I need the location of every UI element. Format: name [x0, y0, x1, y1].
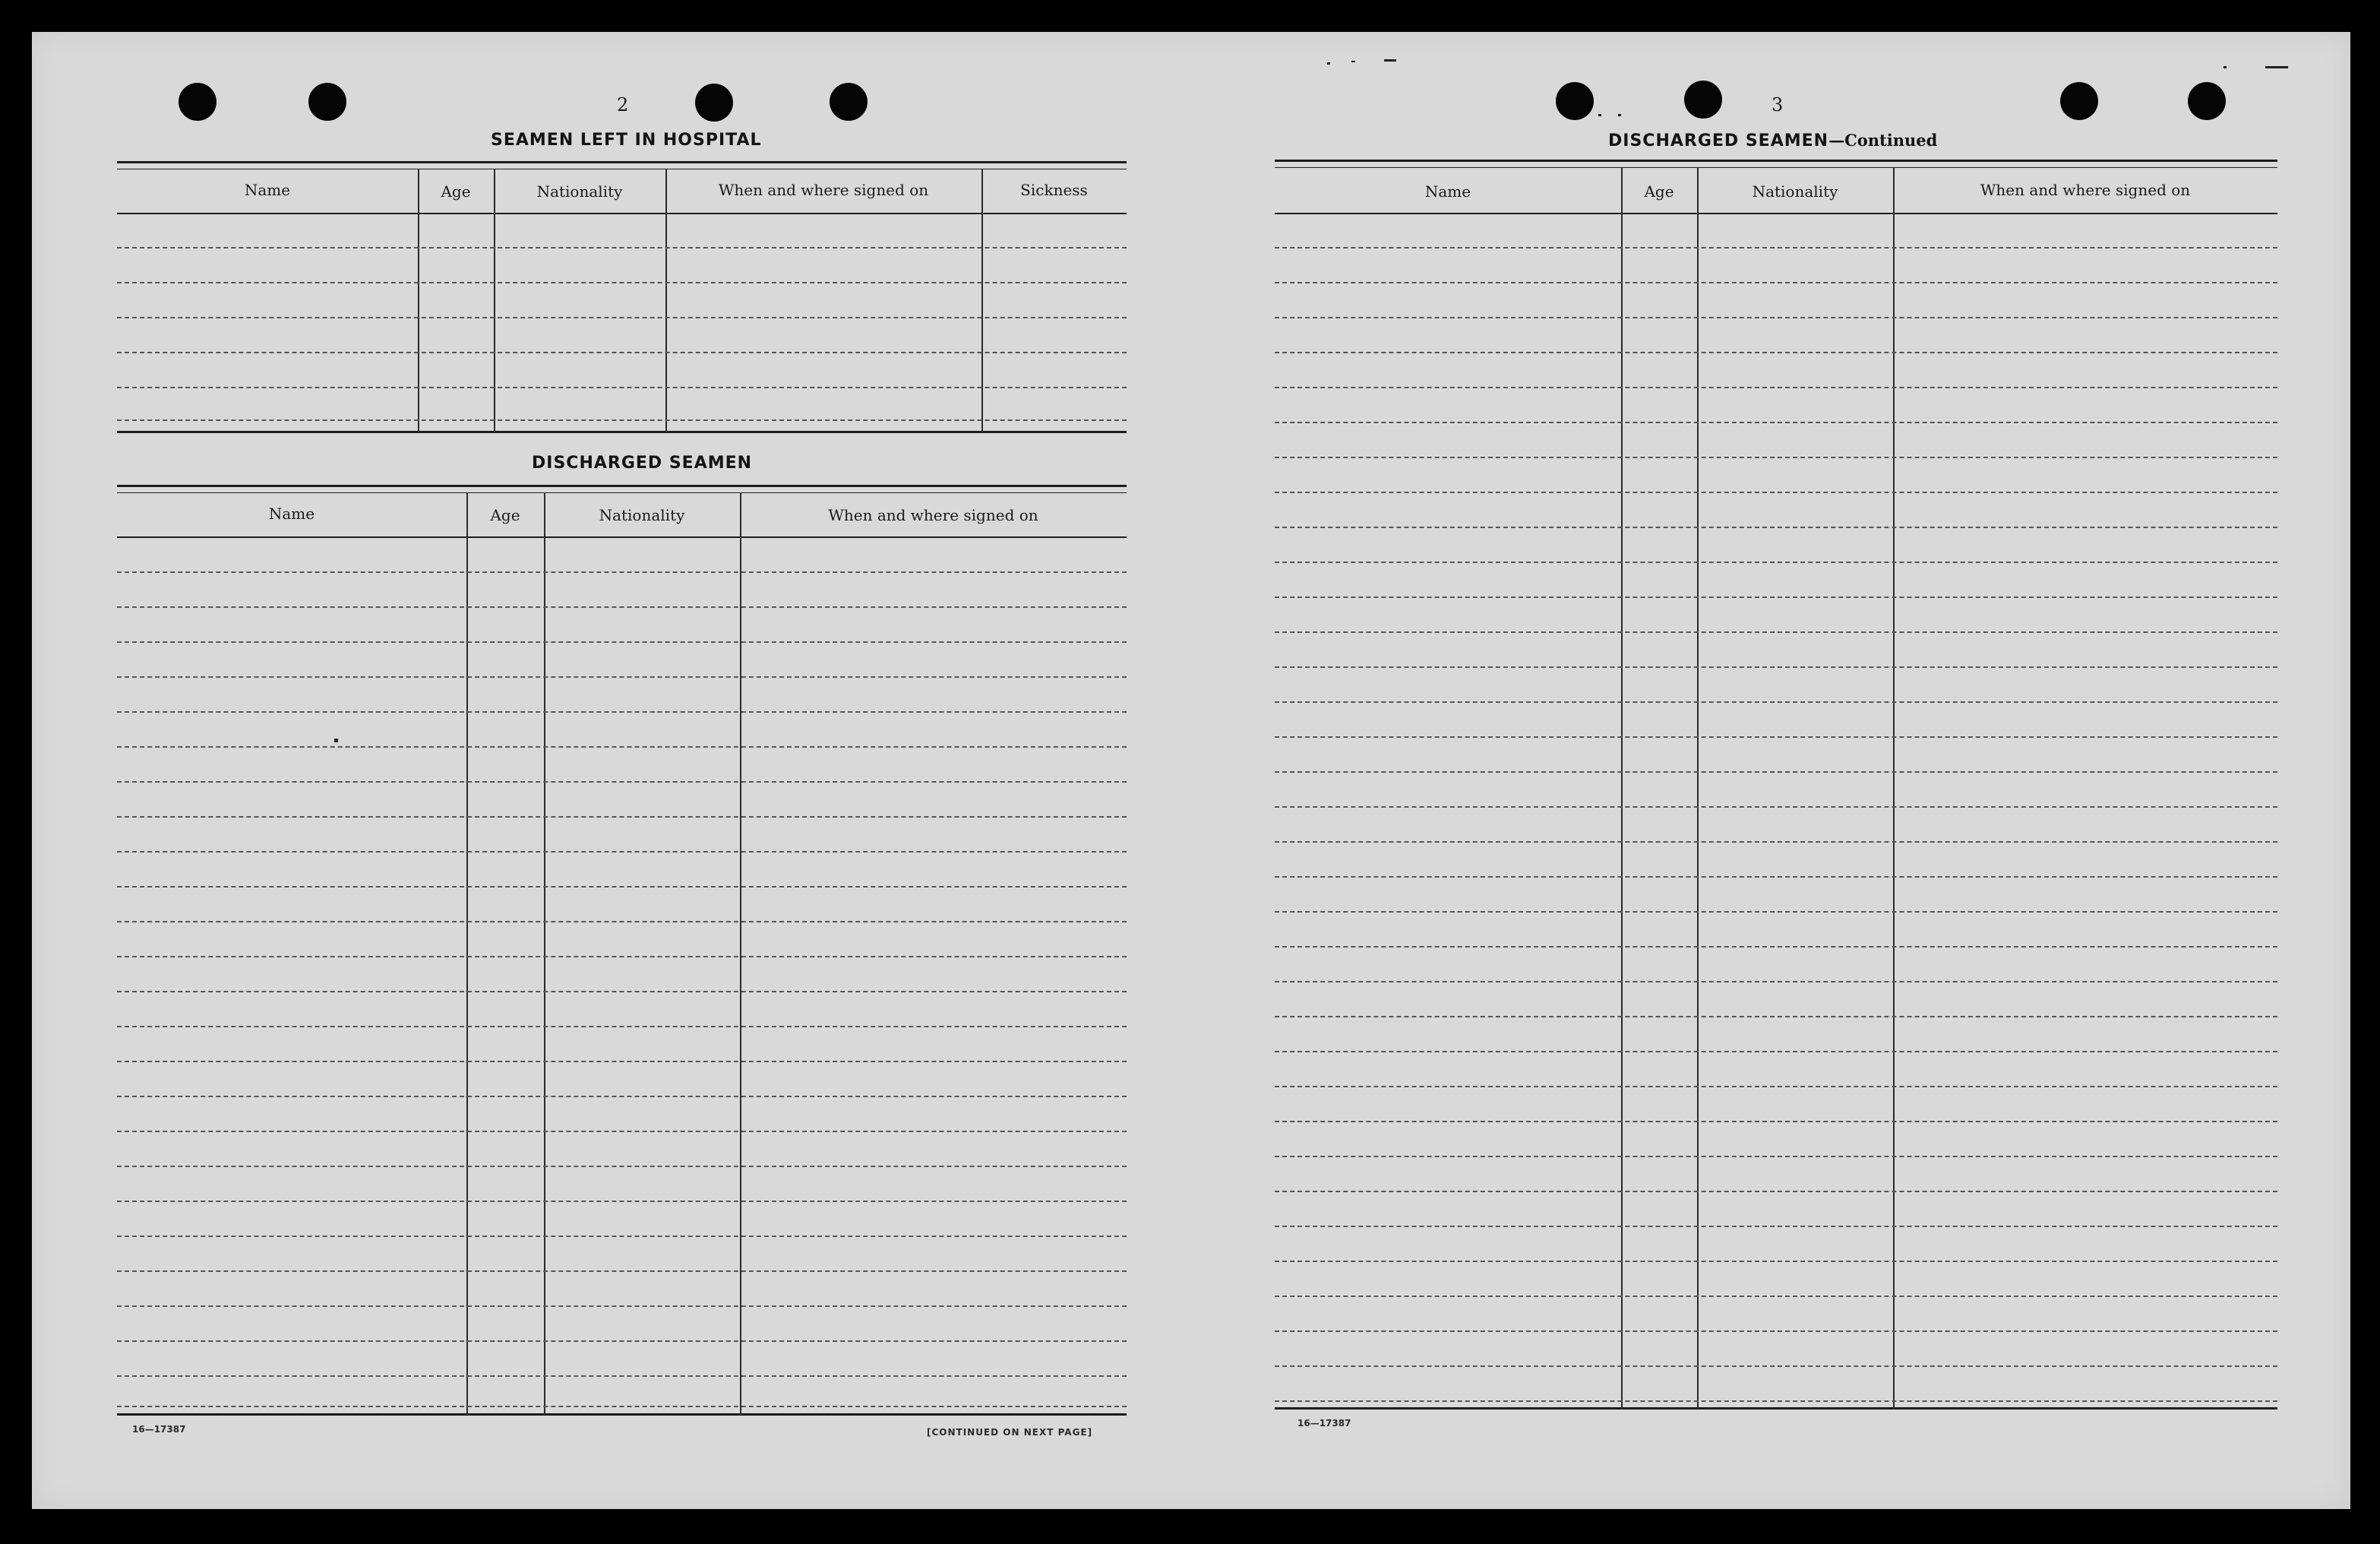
table-row-line: [1275, 562, 2277, 563]
table-row-line: [1275, 771, 2277, 773]
speck: [2265, 66, 2288, 68]
punch-hole: [308, 83, 346, 121]
table-row-line: [1275, 457, 2277, 458]
column-divider: [494, 169, 495, 432]
table-row-line: [117, 711, 1127, 713]
punch-hole: [1684, 81, 1722, 119]
table-row-line: [1275, 666, 2277, 668]
table-top-rule: [117, 485, 1127, 493]
table-bottom-rule: [117, 431, 1127, 433]
punch-hole: [2060, 82, 2098, 120]
column-header-nationality: Nationality: [1752, 182, 1838, 201]
table-row-line: [117, 676, 1127, 678]
form-number-left: 16—17387: [132, 1424, 186, 1435]
table-row-line: [117, 1096, 1127, 1097]
table-row-line: [1275, 946, 2277, 948]
table-row-line: [117, 991, 1127, 992]
document-sheet: [32, 32, 2350, 1509]
table-row-line: [1275, 317, 2277, 318]
discharged-continued-title-main: DISCHARGED SEAMEN: [1608, 131, 1829, 150]
table-row-line: [1275, 806, 2277, 808]
table-row-line: [117, 1061, 1127, 1062]
table-row-line: [117, 781, 1127, 783]
column-header-nationality: Nationality: [599, 506, 685, 524]
table-row-line: [1275, 876, 2277, 878]
table-row-line: [117, 571, 1127, 573]
table-row-line: [1275, 981, 2277, 982]
table-row-line: [1275, 1156, 2277, 1157]
discharged-table-right: [1275, 160, 2277, 1413]
column-header-age: Age: [441, 182, 471, 201]
table-top-rule: [117, 161, 1127, 169]
speck: [1351, 61, 1355, 62]
table-row-line: [117, 886, 1127, 887]
punch-hole: [179, 83, 217, 121]
table-row-line: [1275, 1191, 2277, 1192]
speck: [1618, 114, 1621, 116]
table-row-line: [117, 1026, 1127, 1027]
discharged-table-left: [117, 485, 1127, 1419]
column-divider: [981, 169, 983, 432]
table-row-line: [1275, 1016, 2277, 1017]
table-row-line: [117, 1131, 1127, 1132]
table-row-line: [1275, 527, 2277, 528]
table-row-line: [1275, 352, 2277, 353]
table-row-line: [117, 282, 1127, 283]
table-row-line: [1275, 1226, 2277, 1227]
table-row-line: [117, 247, 1127, 248]
table-row-line: [1275, 387, 2277, 388]
speck: [1327, 62, 1330, 65]
table-row-line: [1275, 1400, 2277, 1402]
table-row-line: [117, 641, 1127, 643]
continued-note: [CONTINUED ON NEXT PAGE]: [927, 1427, 1093, 1438]
table-row-line: [1275, 1051, 2277, 1052]
table-row-line: [1275, 736, 2277, 738]
speck: [1598, 114, 1601, 116]
table-row-line: [1275, 1296, 2277, 1297]
column-divider: [1893, 167, 1895, 1409]
table-row-line: [1275, 1261, 2277, 1262]
column-divider: [1621, 167, 1623, 1409]
table-bottom-rule: [117, 1413, 1127, 1416]
table-header-rule: [117, 213, 1127, 214]
table-row-line: [117, 1201, 1127, 1202]
column-header-sickness: Sickness: [1020, 181, 1088, 199]
table-header-rule: [117, 536, 1127, 538]
page-number-left: 2: [617, 94, 629, 115]
table-row-line: [117, 746, 1127, 748]
column-divider: [466, 492, 468, 1415]
table-row-line: [1275, 247, 2277, 248]
table-row-line: [1275, 911, 2277, 913]
discharged-continued-title: [1608, 131, 1937, 150]
table-row-line: [117, 352, 1127, 353]
column-header-age: Age: [1644, 182, 1674, 201]
table-row-line: [117, 921, 1127, 922]
table-row-line: [117, 1375, 1127, 1377]
table-row-line: [117, 419, 1127, 421]
speck: [2224, 66, 2227, 68]
table-row-line: [1275, 1121, 2277, 1122]
column-header-signed-on: When and where signed on: [718, 181, 929, 199]
table-row-line: [117, 816, 1127, 818]
table-top-rule: [1275, 160, 2277, 168]
column-divider: [740, 492, 741, 1415]
table-row-line: [1275, 492, 2277, 493]
table-row-line: [1275, 282, 2277, 283]
table-row-line: [1275, 1330, 2277, 1332]
column-header-signed-on: When and where signed on: [828, 506, 1038, 524]
table-row-line: [1275, 841, 2277, 843]
speck: [1384, 59, 1396, 62]
table-row-line: [1275, 596, 2277, 598]
punch-hole: [1556, 82, 1594, 120]
column-header-name: Name: [1424, 182, 1471, 201]
table-row-line: [117, 1166, 1127, 1167]
column-header-signed-on: When and where signed on: [1980, 181, 2191, 199]
punch-hole: [2188, 82, 2226, 120]
table-row-line: [117, 1236, 1127, 1237]
table-row-line: [117, 387, 1127, 388]
table-row-line: [117, 1305, 1127, 1307]
column-divider: [418, 169, 419, 432]
column-header-name: Name: [244, 181, 291, 199]
table-row-line: [1275, 631, 2277, 633]
punch-hole: [695, 84, 733, 122]
table-row-line: [117, 956, 1127, 957]
column-divider: [544, 492, 545, 1415]
table-row-line: [117, 317, 1127, 318]
table-row-line: [1275, 1086, 2277, 1087]
table-row-line: [117, 1340, 1127, 1342]
table-row-line: [1275, 422, 2277, 423]
column-header-nationality: Nationality: [536, 182, 623, 201]
table-row-line: [1275, 1365, 2277, 1367]
discharged-continued-title-suffix: —Continued: [1828, 131, 1938, 150]
column-header-name: Name: [268, 505, 315, 523]
discharged-section-title: DISCHARGED SEAMEN: [532, 454, 753, 473]
table-bottom-rule: [1275, 1407, 2277, 1410]
column-divider: [665, 169, 667, 432]
column-divider: [1697, 167, 1699, 1409]
hospital-table: [117, 161, 1127, 435]
form-number-right: 16—17387: [1297, 1418, 1351, 1429]
punch-hole: [830, 83, 868, 121]
hospital-section-title: SEAMEN LEFT IN HOSPITAL: [491, 131, 762, 150]
table-header-rule: [1275, 213, 2277, 214]
table-row-line: [117, 1270, 1127, 1272]
table-row-line: [1275, 701, 2277, 703]
table-row-line: [117, 851, 1127, 853]
column-header-age: Age: [490, 506, 520, 524]
page-number-right: 3: [1772, 94, 1784, 115]
table-row-line: [117, 1406, 1127, 1407]
table-row-line: [117, 606, 1127, 608]
